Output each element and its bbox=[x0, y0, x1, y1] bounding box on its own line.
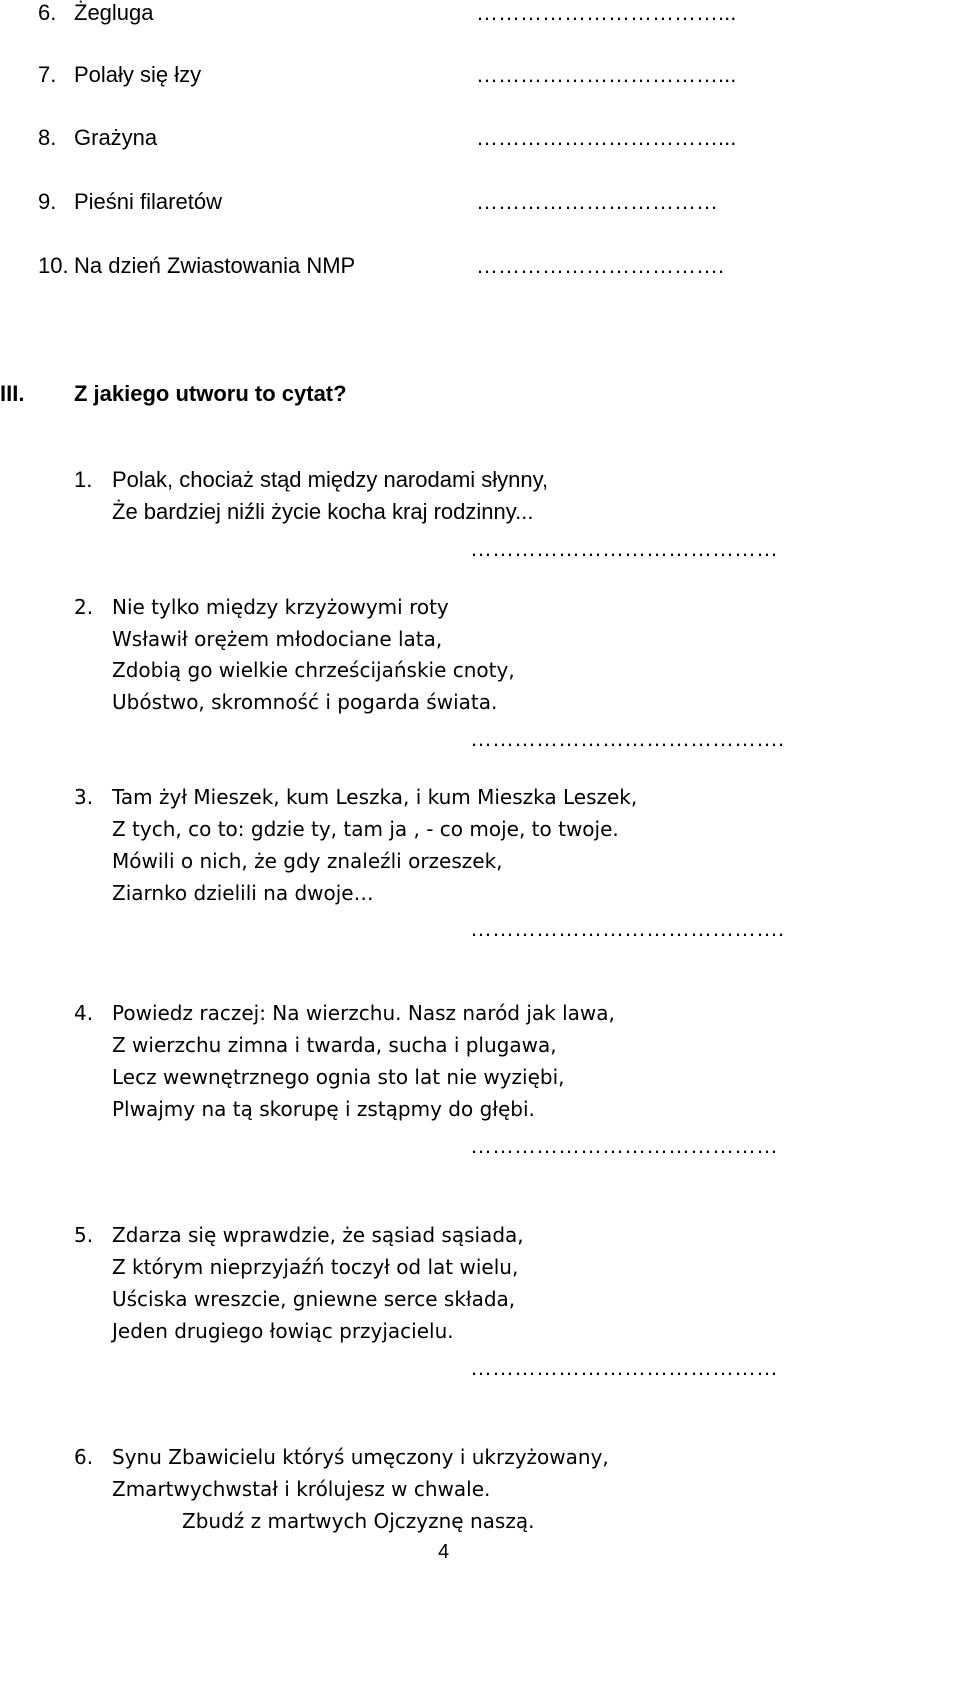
quote-line: Zdobią go wielkie chrześcijańskie cnoty, bbox=[112, 658, 515, 682]
quote-line: Z tych, co to: gdzie ty, tam ja , - co moje, to twoje. bbox=[112, 817, 619, 841]
answer-blank: ……………………………... bbox=[476, 125, 737, 150]
quote-line: Powiedz raczej: Na wierzchu. Nasz naród jak lawa, bbox=[112, 1001, 615, 1025]
quote-number: 1. bbox=[74, 467, 93, 492]
answer-blank: …………………………………… bbox=[470, 536, 778, 561]
list-number: 7. bbox=[38, 62, 57, 87]
quote-line: Wsławił orężem młodociane lata, bbox=[112, 627, 443, 651]
quote-line: Zdarza się wprawdzie, że sąsiad sąsiada, bbox=[112, 1223, 524, 1247]
quote-line: Nie tylko między krzyżowymi roty bbox=[112, 595, 449, 619]
quote-number: 5. bbox=[74, 1223, 94, 1247]
quote-number: 2. bbox=[74, 595, 94, 619]
quote-line: Ziarnko dzielili na dwoje… bbox=[112, 881, 374, 905]
section-heading: Z jakiego utworu to cytat? bbox=[74, 381, 347, 406]
answer-blank: …………………………………… bbox=[470, 1355, 778, 1380]
page-number: 4 bbox=[438, 1541, 450, 1563]
quote-line: Mówili o nich, że gdy znaleźli orzeszek, bbox=[112, 849, 503, 873]
quote-line: Zbudź z martwych Ojczyznę naszą. bbox=[182, 1509, 535, 1533]
list-title: Żegluga bbox=[74, 0, 154, 25]
quote-number: 3. bbox=[74, 785, 94, 809]
list-title: Polały się łzy bbox=[74, 62, 202, 87]
answer-blank: ……………………………………. bbox=[470, 916, 785, 941]
quote-line: Synu Zbawicielu któryś umęczony i ukrzyżowany, bbox=[112, 1445, 609, 1469]
quote-line: Z wierzchu zimna i twarda, sucha i plugawa, bbox=[112, 1033, 557, 1057]
answer-blank: ……………………………... bbox=[476, 62, 737, 87]
list-number: 8. bbox=[38, 125, 57, 150]
quote-line: Jeden drugiego łowiąc przyjacielu. bbox=[112, 1319, 454, 1343]
quote-line: Ubóstwo, skromność i pogarda świata. bbox=[112, 690, 498, 714]
list-number: 10. bbox=[38, 253, 69, 278]
quote-line: Polak, chociaż stąd między narodami słynny, bbox=[112, 467, 549, 492]
quote-line: Tam żył Mieszek, kum Leszka, i kum Mieszka Leszek, bbox=[112, 785, 638, 809]
answer-blank: …………………………… bbox=[476, 189, 718, 214]
section-numeral: III. bbox=[0, 381, 25, 406]
quote-line: Z którym nieprzyjaźń toczył od lat wielu, bbox=[112, 1255, 519, 1279]
answer-blank: …………………………………… bbox=[470, 1133, 778, 1158]
answer-blank: ……………………………………. bbox=[470, 726, 785, 751]
quote-line: Zmartwychwstał i królujesz w chwale. bbox=[112, 1477, 491, 1501]
list-title: Na dzień Zwiastowania NMP bbox=[74, 253, 356, 278]
list-number: 9. bbox=[38, 189, 57, 214]
answer-blank: ……………………………. bbox=[476, 253, 725, 278]
quote-number: 4. bbox=[74, 1001, 94, 1025]
list-title: Grażyna bbox=[74, 125, 158, 150]
quote-line: Lecz wewnętrznego ognia sto lat nie wyziębi, bbox=[112, 1065, 565, 1089]
quote-number: 6. bbox=[74, 1445, 94, 1469]
quote-line: Plwajmy na tą skorupę i zstąpmy do głębi. bbox=[112, 1097, 535, 1121]
quote-line: Uściska wreszcie, gniewne serce składa, bbox=[112, 1287, 516, 1311]
answer-blank: ……………………………... bbox=[476, 0, 737, 25]
list-title: Pieśni filaretów bbox=[74, 189, 222, 214]
list-number: 6. bbox=[38, 0, 57, 25]
quote-line: Że bardziej niźli życie kocha kraj rodzinny... bbox=[112, 499, 534, 524]
